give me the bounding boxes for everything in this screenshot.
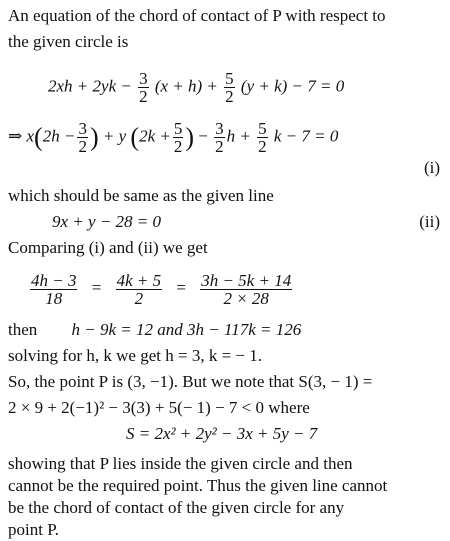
ratio-equation [28,272,294,307]
then-expression: h − 9k = 12 and 3h − 117k = 126 [71,320,302,339]
eq1-part-c: (y + k) − 7 = 0 [240,76,345,96]
eq2-frac2: $\frac{5}{2}$ [173,119,183,156]
calculation-line: 2 × 9 + 2(−1)² − 3(3) + 5(− 1) − 7 < 0 where [8,398,310,417]
given-line-equation: 9x + y − 28 = 0 [52,212,162,231]
ratio-frac-2: $\frac{4k + 5}{2}$ [116,271,162,308]
s-definition: S = 2x² + 2y² − 3x + 5y − 7 [126,424,318,443]
conclusion-line4: point P. [8,520,60,539]
para1-line2: the given circle is [8,32,129,51]
solving-line: solving for h, k we get h = 3, k = − 1. [8,346,262,365]
eq2-frac1: $\frac{3}{2}$ [78,119,87,156]
eq2-x: x [26,126,35,146]
conclusion-line2: cannot be the required point. Thus the given line cannot [8,476,388,495]
eq2-frac4: $\frac{5}{2}$ [258,119,267,156]
ratio-frac-1: $\frac{4h - 3}{18}$ [31,271,77,308]
implies-arrow: ⇒ [8,126,23,146]
comparing-text: Comparing (i) and (ii) we get [8,238,208,257]
so-point-line: So, the point P is (3, −1). But we note that S(3, − 1) = [8,372,373,391]
eq1-frac-a: $\frac{3}{2}$ [139,69,148,106]
equation-tag-ii: (ii) [419,212,440,231]
then-line [8,320,301,340]
eq1-part-b: (x + h) + [154,76,218,96]
then-word: then [8,320,38,339]
chord-equation [48,70,344,105]
eq2-inner2: 2k + [139,126,171,146]
same-line-text: which should be same as the given line [8,186,274,205]
eq1-frac-b: $\frac{5}{2}$ [225,69,234,106]
ratio-equals-b: = [176,278,186,298]
expanded-equation: ⇒ x(2h − $\frac{3}{2}$ ) + y (2k + $\frac{5}{2}$ ) − $\frac{3}{2}$ h + $\frac{5}{2}$ k − 7 = 0 [8,119,339,156]
eq2-inner1: 2h − [42,126,76,146]
eq2-tail: k − 7 = 0 [273,126,339,146]
ratio-equals-a: = [91,278,102,298]
para1-line1: An equation of the chord of contact of P with respect to [8,6,386,25]
eq2-plus-y: + y [102,126,127,146]
ratio-frac-3: $\frac{3h - 5k + 14}{2 \times 28}$ [201,271,292,308]
eq2-minus: − [198,126,208,146]
equation-tag-i: (i) [423,158,440,177]
eq1-part-a: 2xh + 2yk − [48,76,132,96]
eq2-frac3: $\frac{3}{2}$ [215,119,224,156]
conclusion-line1: showing that P lies inside the given circle and then [8,454,353,473]
conclusion-line3: be the chord of contact of the given circle for any [8,498,345,517]
eq2-h-plus: h + [226,126,251,146]
